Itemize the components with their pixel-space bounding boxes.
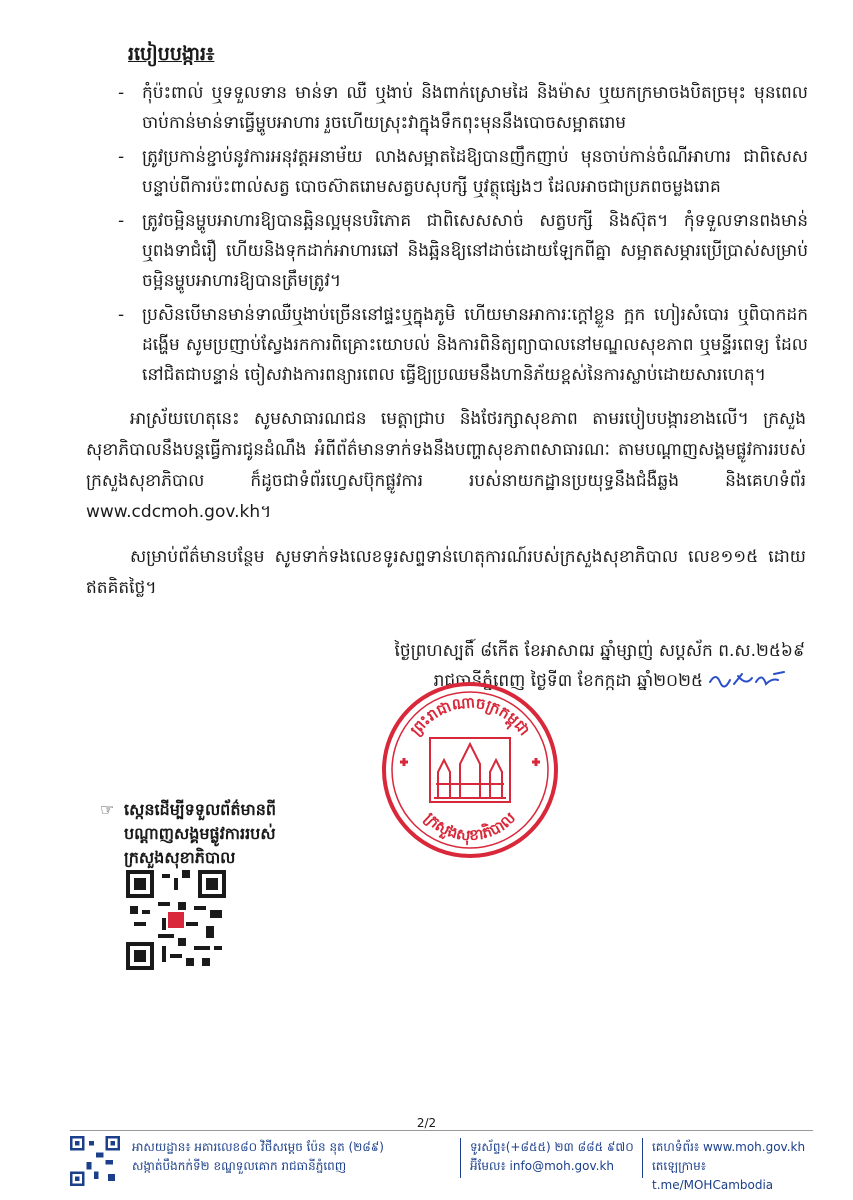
footer-telegram[interactable]: តេឡេក្រាម៖ t.me/MOHCambodia bbox=[652, 1159, 774, 1192]
footer-divider bbox=[70, 1130, 813, 1131]
qr-caption: ☞ ស្កេនដើម្បីទទួលព័ត៌មានពី បណ្តាញសង្គមផ្លូវការរបស់ ក្រសួងសុខាភិបាល bbox=[100, 800, 277, 867]
footer-contact bbox=[470, 1138, 634, 1176]
contact-paragraph: សម្រាប់ព័ត៌មានបន្ថែម សូមទាក់ទងលេខទូរសព្ទទាន់ហេតុការណ៍របស់ក្រសួងសុខាភិបាល លេខ១១៥ ដោយឥតគិតថ្លៃ។ bbox=[86, 547, 806, 598]
signature-icon bbox=[708, 668, 788, 692]
list-item: - ប្រសិនបើមានមាន់ទាឈឺឬងាប់ច្រើននៅផ្ទះឬក្នុងភូមិ ហើយមានអាការៈក្តៅខ្លួន ក្អក ហៀរសំបោរ ឬពិបាកដកដង្ហើម សូមប្រញាប់ស្វែងរកការពិគ្រោះយោបល់ និងការពិនិត្យព្យាបាលនៅមណ្ឌលសុខភាព ឬមន្ទីរពេទ្យ ដែលនៅជិតជាបន្ទាន់ ចៀសវាងការពន្យារពេល ធ្វើឱ្យប្រឈមនឹងហានិភ័យខ្ពស់នៃការស្លាប់ដោយសារហេតុ។ bbox=[118, 305, 808, 385]
section-heading: របៀបបង្ការ៖ bbox=[128, 43, 215, 65]
svg-text:ព្រះរាជាណាចក្រកម្ពុជា: ព្រះរាជាណាចក្រកម្ពុជា bbox=[406, 693, 534, 740]
pointing-hand-icon: ☞ bbox=[100, 800, 115, 819]
footer-phone: ទូរស័ព្ទ៖(+៨៥៥) ២៣ ៨៨៥ ៩៧០ bbox=[470, 1140, 634, 1154]
list-item: - ត្រូវចម្អិនម្ហូបអាហារឱ្យបានឆ្អិនល្អមុនបរិភោគ ជាពិសេសសាច់ សត្វបក្សី និងស៊ុត។ កុំទទួលទានពងមាន់ ឬពងទាជំរឿ ហើយនិងទុកដាក់អាហារឆៅ និងឆ្អិនឱ្យនៅដាច់ដោយឡែកពីគ្នា សម្អាតសម្ភារប្រើប្រាស់សម្រាប់ចម្អិនម្ហូបអាហារឱ្យបានត្រឹមត្រូវ។ bbox=[118, 211, 808, 291]
footer-email[interactable]: អ៊ីមែល៖ info@moh.gov.kh bbox=[470, 1159, 615, 1173]
footer-web bbox=[652, 1138, 815, 1195]
body-paragraph: អាស្រ័យហេតុនេះ សូមសាធារណជន មេត្តាជ្រាប និងថែរក្សាសុខភាព តាមរបៀបបង្ការខាងលើ។ ក្រសួងសុខាភិបាលនឹងបន្តធ្វើការជូនដំណឹង អំពីព័ត៌មានទាក់ទងនឹងបញ្ហាសុខភាពសាធារណៈ តាមបណ្តាញសង្គមផ្លូវការរបស់ក្រសួងសុខាភិបាល ក៏ដូចជាទំព័រហ្វេសប៊ុកផ្លូវការ របស់នាយកដ្ឋានប្រយុទ្ធនឹងជំងឺឆ្លង និងគេហទំព័រ www.cdcmoh.gov.kh។ bbox=[86, 409, 806, 522]
list-item: - ត្រូវប្រកាន់ខ្ជាប់នូវការអនុវត្តអនាម័យ លាងសម្អាតដៃឱ្យបានញឹកញាប់ មុនចាប់កាន់ចំណីអាហារ ជាពិសេសបន្ទាប់ពីការប៉ះពាល់សត្វ បោចស៊ាតរោមសត្វបសុបក្សី ឬវត្ថុផ្សេងៗ ដែលអាចជាប្រភពចម្លងរោគ bbox=[118, 147, 808, 197]
footer-website[interactable]: គេហទំព័រ៖ www.moh.gov.kh bbox=[652, 1140, 806, 1154]
date-lunar: ថ្ងៃព្រហស្បតិ៍ ៨កើត ខែអាសាឍ ឆ្នាំម្សាញ់ សប្តស័ក ព.ស.២៥៦៩ bbox=[394, 641, 805, 661]
list-item: - កុំប៉ះពាល់ ឬទទួលទាន មាន់ទា ឈឺ ឬងាប់ និងពាក់ស្រោមដៃ និងម៉ាស ឬយកក្រមាចងបិតច្រមុះ មុនពេលចាប់កាន់មាន់ទាធ្វើម្ហូបអាហារ រួចហើយស្រុះវាក្នុងទឹកពុះមុននឹងបោចសម្អាតរោម bbox=[118, 83, 808, 133]
official-seal-icon bbox=[380, 680, 560, 860]
page-number: 2/2 bbox=[416, 1116, 437, 1130]
prevention-list bbox=[118, 78, 808, 394]
footer-address: អាសយដ្ឋាន៖ អគារលេខ៨០ វិថីសម្តេច ប៉ែន នុត (២៨៩) សង្កាត់បឹងកក់ទី២ ខណ្ឌទួលគោក រាជធានីភ្នំពេញ bbox=[132, 1140, 384, 1173]
footer-qr-icon[interactable] bbox=[70, 1136, 120, 1186]
date-solar: រាជធានីភ្នំពេញ ថ្ងៃទី៣ ខែកក្កដា ឆ្នាំ២០២៥ bbox=[433, 671, 703, 691]
qr-code-icon[interactable] bbox=[126, 870, 226, 970]
svg-text:ក្រសួងសុខាភិបាល: ក្រសួងសុខាភិបាល bbox=[421, 808, 519, 845]
footer bbox=[70, 1134, 815, 1194]
